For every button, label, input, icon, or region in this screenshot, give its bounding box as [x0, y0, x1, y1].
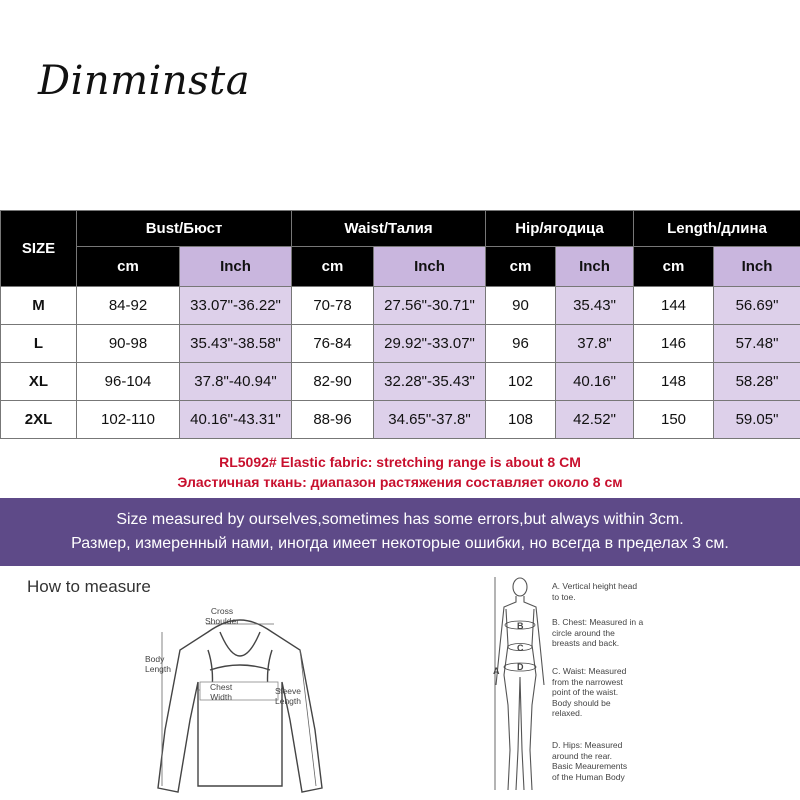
table-cell: 35.43" [556, 287, 634, 325]
note-line-ru: Эластичная ткань: диапазон растяжения составляет около 8 см [177, 474, 623, 490]
table-cell: 42.52" [556, 401, 634, 439]
note-line-en: RL5092# Elastic fabric: stretching range is about 8 CM [219, 454, 581, 470]
size-label: 2XL [1, 401, 77, 439]
table-cell: 144 [634, 287, 714, 325]
table-cell: 102 [486, 363, 556, 401]
unit-cm-header: cm [486, 247, 556, 287]
table-row [1, 363, 800, 401]
unit-inch-header: Inch [556, 247, 634, 287]
table-cell: 35.43"-38.58" [180, 325, 292, 363]
unit-inch-header: Inch [374, 247, 486, 287]
table-cell: 90-98 [77, 325, 180, 363]
table-cell: 90 [486, 287, 556, 325]
body-measurement-figure [490, 575, 550, 795]
legend-c: C. Waist: Measured from the narrowest point of the waist. Body should be relaxed. [552, 666, 627, 718]
brand-logo: Dinminsta [38, 58, 251, 104]
table-cell: 58.28" [714, 363, 800, 401]
fig-label-b: B [517, 621, 524, 631]
size-header: SIZE [1, 211, 77, 287]
table-row [1, 287, 800, 325]
group-header-hip: Hip/ягодица [486, 211, 634, 247]
table-cell: 40.16"-43.31" [180, 401, 292, 439]
table-row [1, 401, 800, 439]
table-cell: 76-84 [292, 325, 374, 363]
table-cell: 146 [634, 325, 714, 363]
legend-d: D. Hips: Measured around the rear. Basic Meaurements of the Human Body [552, 740, 628, 782]
table-cell: 150 [634, 401, 714, 439]
table-cell: 32.28"-35.43" [374, 363, 486, 401]
measurement-disclaimer [0, 498, 800, 566]
group-header-bust: Bust/Бюст [77, 211, 292, 247]
table-cell: 70-78 [292, 287, 374, 325]
legend-a: A. Vertical height head to toe. [552, 581, 638, 602]
label-body-length: Body Length [145, 654, 171, 674]
table-cell: 27.56"-30.71" [374, 287, 486, 325]
fig-label-d: D [517, 662, 524, 672]
unit-cm-header: cm [292, 247, 374, 287]
table-cell: 148 [634, 363, 714, 401]
size-label: L [1, 325, 77, 363]
unit-inch-header: Inch [180, 247, 292, 287]
table-row [1, 325, 800, 363]
table-cell: 33.07"-36.22" [180, 287, 292, 325]
label-sleeve-length: Sleeve Length [275, 686, 301, 706]
unit-cm-header: cm [634, 247, 714, 287]
unit-cm-header: cm [77, 247, 180, 287]
fig-label-a: A [493, 666, 500, 676]
table-cell: 37.8"-40.94" [180, 363, 292, 401]
table-cell: 37.8" [556, 325, 634, 363]
table-cell: 34.65"-37.8" [374, 401, 486, 439]
group-header-waist: Waist/Талия [292, 211, 486, 247]
disclaimer-line-en: Size measured by ourselves,sometimes has some errors,but always within 3cm. [116, 511, 684, 528]
table-cell: 84-92 [77, 287, 180, 325]
table-cell: 108 [486, 401, 556, 439]
how-to-measure-title: How to measure [27, 577, 151, 596]
unit-inch-header: Inch [714, 247, 800, 287]
legend-b: B. Chest: Measured in a circle around the breasts and back. [552, 617, 644, 648]
table-cell: 40.16" [556, 363, 634, 401]
size-label: M [1, 287, 77, 325]
label-chest-width: Chest Width [210, 682, 233, 702]
table-cell: 96 [486, 325, 556, 363]
table-cell: 29.92"-33.07" [374, 325, 486, 363]
fig-label-c: C [517, 643, 524, 653]
disclaimer-line-ru: Размер, измеренный нами, иногда имеет некоторые ошибки, но всегда в пределах 3 см. [71, 535, 729, 552]
table-cell: 88-96 [292, 401, 374, 439]
label-cross-shoulder: Cross Shoulder [205, 606, 240, 626]
garment-diagram [150, 610, 330, 800]
table-cell: 59.05" [714, 401, 800, 439]
table-cell: 57.48" [714, 325, 800, 363]
table-cell: 102-110 [77, 401, 180, 439]
table-cell: 96-104 [77, 363, 180, 401]
elastic-fabric-note [0, 446, 800, 496]
size-label: XL [1, 363, 77, 401]
table-cell: 82-90 [292, 363, 374, 401]
size-chart-table [0, 210, 800, 439]
group-header-length: Length/длина [634, 211, 800, 247]
table-cell: 56.69" [714, 287, 800, 325]
